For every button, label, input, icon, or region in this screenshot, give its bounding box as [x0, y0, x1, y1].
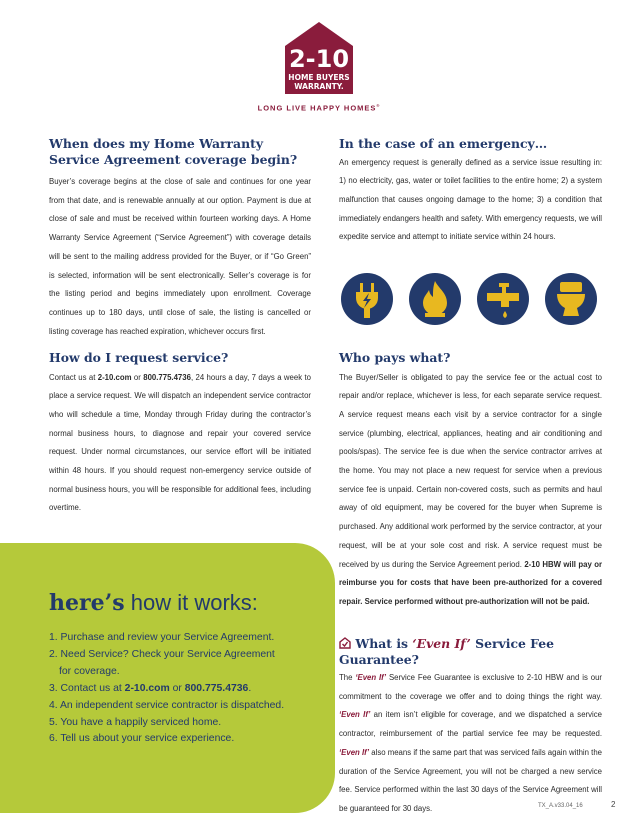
- list-item: 1. Purchase and review your Service Agreement.: [49, 632, 275, 643]
- coverage-text: Buyer’s coverage begins at the close of sale and continues for one year from that date, and is renewable annually at our option. Payment is due at close of sale and must be received within fourteen working days. A Home Warranty Service Agreement (“Service Agreement”) with coverage details will be sent to the mailing address provided for the Buyer, or if “Go Green” is selected, information will be sent electronically. Seller’s coverage is for the listing period and begins immediately upon enrollment. Coverage continues up to 180 days, until close of sale, the listing is cancelled or listing coverage has reached expiration, whichever occurs first.: [49, 177, 311, 336]
- company-logo: [283, 20, 355, 101]
- gas-flame-icon: [409, 273, 461, 325]
- how-it-works-title: here’s how it works:: [49, 590, 258, 616]
- phone-link[interactable]: 800.775.4736: [184, 682, 249, 694]
- who-pays-section: [339, 350, 602, 612]
- house-logo-icon: [283, 20, 355, 96]
- list-item: 6. Tell us about your service experience.: [49, 733, 235, 745]
- coverage-section: [49, 136, 311, 341]
- list-item: 4. An independent service contractor is dispatched.: [49, 699, 285, 711]
- page-number: 2: [611, 800, 616, 809]
- phone-link[interactable]: 800.775.4736: [143, 372, 191, 382]
- home-check-icon: [339, 637, 351, 649]
- document-code: TX_A.v33.04_16: [538, 803, 583, 809]
- request-heading: How do I request service?: [49, 350, 229, 365]
- toilet-icon: [545, 273, 597, 325]
- website-link[interactable]: 2-10.com: [124, 682, 170, 694]
- list-item: 2. Need Service? Check your Service Agreement: [49, 648, 275, 660]
- electrical-plug-icon: [341, 273, 393, 325]
- website-link[interactable]: 2-10.com: [97, 372, 132, 382]
- emergency-section: [339, 136, 602, 247]
- water-faucet-icon: [477, 273, 529, 325]
- list-item: for coverage.: [59, 665, 120, 677]
- svg-text:HOME BUYERS: HOME BUYERS: [288, 73, 350, 82]
- even-if-section: [339, 636, 602, 819]
- tagline: LONG LIVE HAPPY HOMES®: [257, 103, 381, 113]
- request-text: Contact us at 2-10.com or 800.775.4736, 24 hours a day, 7 days a week to place a service request. We will dispatch an independent service contractor who will schedule a time, Monday through Friday during the contractor’s normal business hours, to diagnose and repair your covered service request. Under normal circumstances, our service effort will be initiated within 48 hours. If you should request non-emergency service outside of normal business hours, you will be responsible for additional fees, including overtime.: [49, 372, 311, 513]
- who-pays-text: The Buyer/Seller is obligated to pay the service fee or the actual cost to repair and/or replace, whichever is less, for each separate service request. A service request means each visit by a service contractor for a single service (plumbing, electrical, appliances, heating and air conditioning and pools/spas). The service fee is due when the service contractor arrives at the home. You may not place a new request for service when a previous service fee is unpaid. Certain non-covered costs, such as permits and haul away of old equipment, may be covered for the buyer when Supreme is purchased. Any additional work performed by the service contractor, at your request, will be at your sole cost and risk. A service request must be received by us during the Service Agreement period. 2-10 HBW will pay or reimburse you for costs that have been pre-authorized for a covered repair. Service performed without pre-authorization will not be paid.: [339, 372, 602, 606]
- even-if-heading: What is ‘Even If’ Service Fee Guarantee?: [339, 636, 555, 667]
- list-item: 3. Contact us at 2-10.com or 800.775.4736.: [49, 682, 252, 694]
- who-pays-heading: Who pays what?: [339, 350, 451, 365]
- svg-text:2-10: 2-10: [288, 45, 350, 73]
- emergency-heading: In the case of an emergency…: [339, 136, 548, 151]
- steps-list: [49, 630, 329, 748]
- coverage-heading: When does my Home Warranty Service Agreement coverage begin?: [49, 136, 298, 167]
- even-if-text: The ‘Even If’ Service Fee Guarantee is exclusive to 2-10 HBW and is our commitment to the coverage we offer and to doing things the right way. ‘Even If’ an item isn’t eligible for coverage, and we dispatched a service contractor, reimbursement of the partial service fee may be requested. ‘Even If’ also means if the same part that was serviced fails again within the duration of the Service Agreement, you will not be charged a new service fee. Service performed within the last 30 days of the Service Agreement will be guaranteed for 30 days.: [339, 673, 602, 813]
- request-section: [49, 350, 311, 518]
- emergency-text: An emergency request is generally defined as a service issue resulting in: 1) no electricity, gas, water or toilet facilities to the entire home; 2) a system malfunction that causes ongoing damage to the home; 3) a condition that immediately endangers health and safety. With emergency requests, we will expedite service and attempt to initiate service within 24 hours.: [339, 157, 602, 242]
- list-item: 5. You have a happily serviced home.: [49, 716, 222, 728]
- svg-text:WARRANTY.: WARRANTY.: [294, 82, 344, 91]
